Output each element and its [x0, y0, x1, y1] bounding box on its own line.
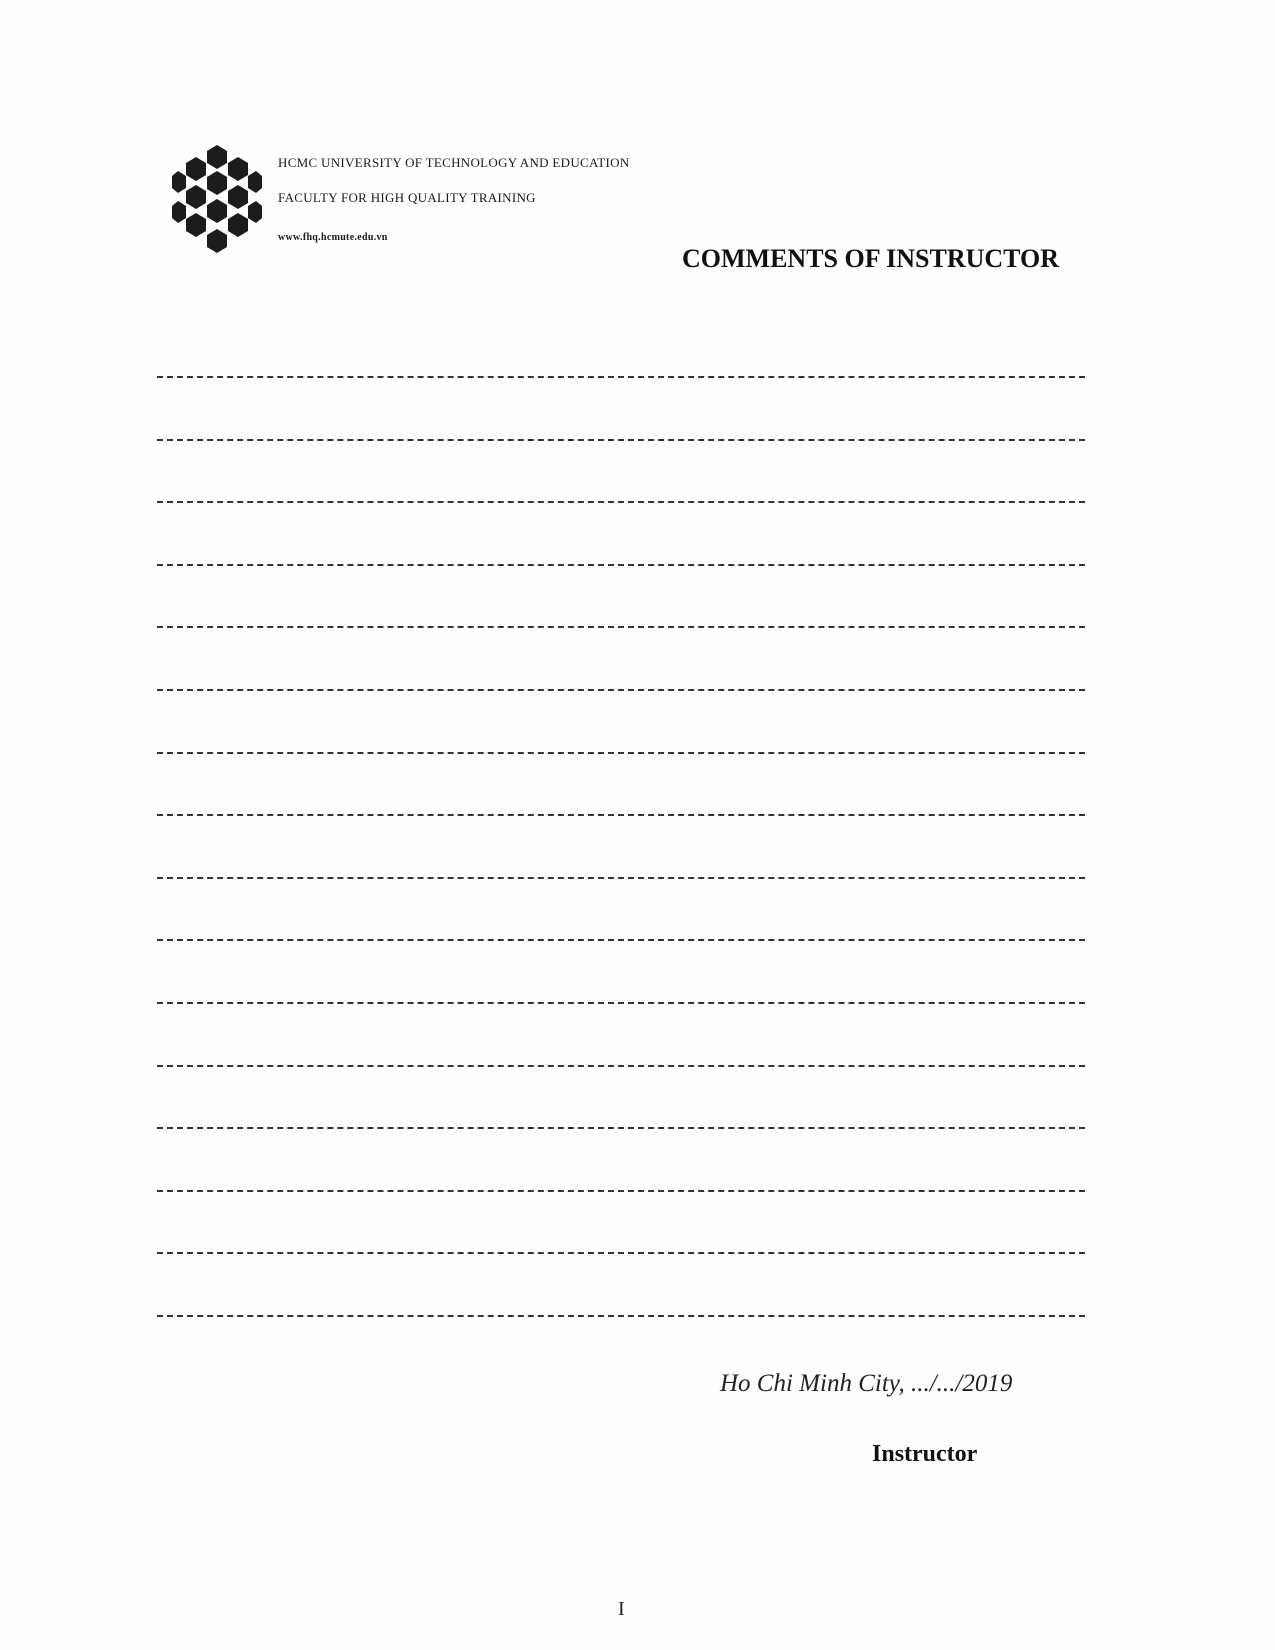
comment-line: [157, 564, 1085, 566]
hexagon-cluster-logo-icon: [172, 143, 262, 258]
comment-line: [157, 814, 1085, 816]
faculty-name: FACULTY FOR HIGH QUALITY TRAINING: [278, 190, 536, 205]
comment-line: [157, 1252, 1085, 1254]
comment-line: [157, 1315, 1085, 1317]
comment-line: [157, 501, 1085, 503]
comment-line: [157, 1127, 1085, 1129]
page-number: I: [618, 1598, 625, 1620]
university-name: HCMC UNIVERSITY OF TECHNOLOGY AND EDUCATION: [278, 155, 630, 170]
comment-line: [157, 1190, 1085, 1192]
comment-line: [157, 752, 1085, 754]
comment-line: [157, 1065, 1085, 1067]
faculty-website: www.fhq.hcmute.edu.vn: [278, 232, 388, 243]
comment-line: [157, 689, 1085, 691]
comment-line: [157, 626, 1085, 628]
signer-label: Instructor: [872, 1441, 978, 1467]
comment-line: [157, 877, 1085, 879]
comment-line: [157, 439, 1085, 441]
comment-line: [157, 1002, 1085, 1004]
page-title: COMMENTS OF INSTRUCTOR: [682, 244, 1060, 273]
place-and-date: Ho Chi Minh City, .../.../2019: [720, 1370, 1013, 1397]
comment-line: [157, 939, 1085, 941]
comment-line: [157, 376, 1085, 378]
